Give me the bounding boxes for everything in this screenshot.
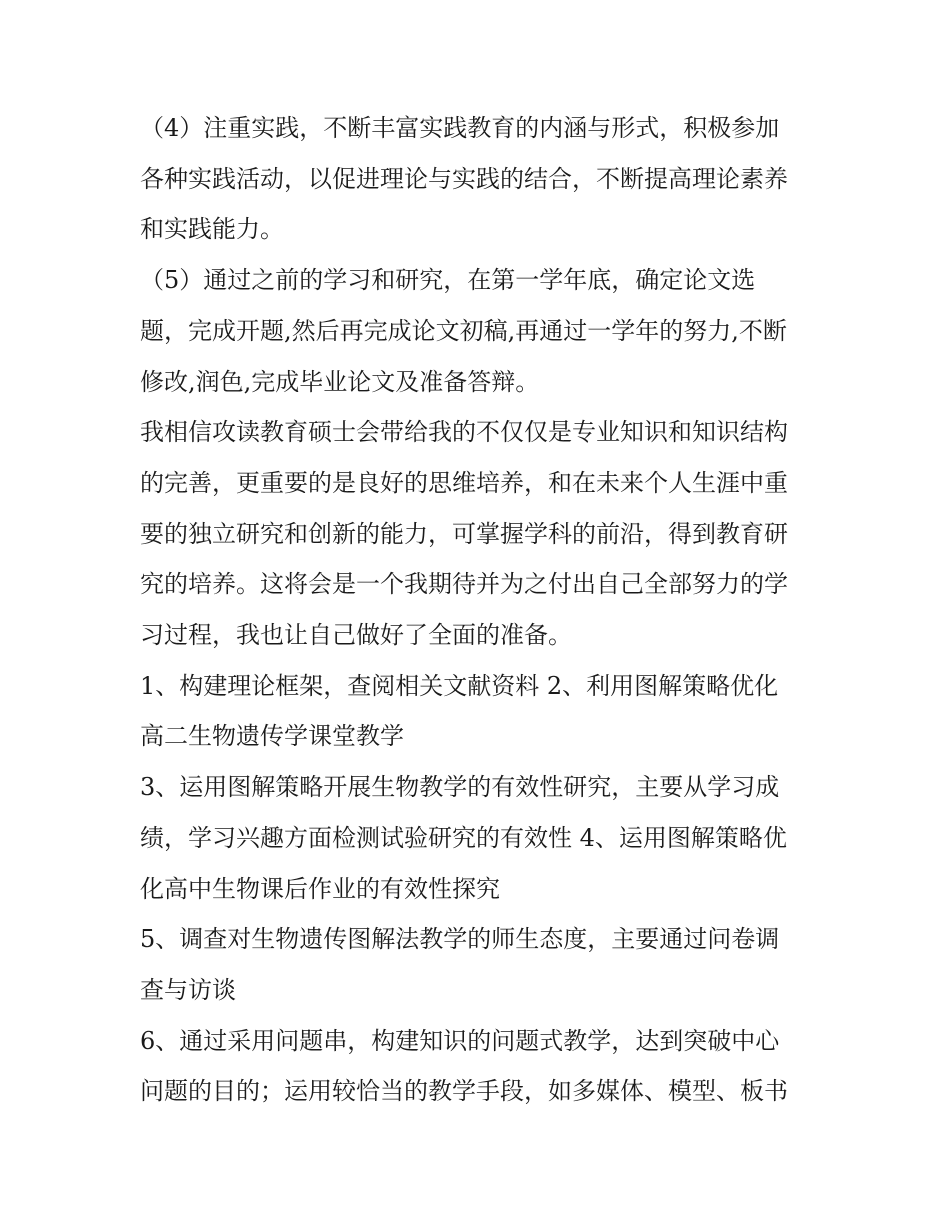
text-line: 查与访谈: [140, 975, 236, 1004]
text-line: 究的培养。这将会是一个我期待并为之付出自己全部努力的学: [140, 570, 788, 599]
text-line: 各种实践活动，以促进理论与实践的结合，不断提高理论素养: [140, 164, 788, 193]
text-line: 要的独立研究和创新的能力，可掌握学科的前沿，得到教育研: [140, 519, 788, 548]
text-line: 1、构建理论框架，查阅相关文献资料 2、利用图解策略优化: [140, 671, 779, 700]
text-line: 绩，学习兴趣方面检测试验研究的有效性 4、运用图解策略优: [140, 823, 787, 852]
text-line: 问题的目的；运用较恰当的教学手段，如多媒体、模型、板书: [140, 1077, 788, 1106]
text-line: 3、运用图解策略开展生物教学的有效性研究，主要从学习成: [140, 773, 780, 802]
text-line: （4）注重实践，不断丰富实践教育的内涵与形式，积极参加: [140, 114, 780, 142]
text-line: 化高中生物课后作业的有效性探究: [140, 874, 500, 903]
text-line: （5）通过之前的学习和研究，在第一学年底，确定论文选: [140, 266, 756, 295]
text-line: 高二生物遗传学课堂教学: [140, 722, 404, 751]
text-line: 的完善，更重要的是良好的思维培养，和在未来个人生涯中重: [140, 468, 788, 497]
text-line: 修改,润色,完成毕业论文及准备答辩。: [140, 367, 540, 396]
text-line: 我相信攻读教育硕士会带给我的不仅仅是专业知识和知识结构: [140, 418, 788, 447]
text-line: 题，完成开题,然后再完成论文初稿,再通过一学年的努力,不断: [140, 316, 787, 345]
text-line: 5、调查对生物遗传图解法教学的师生态度，主要通过问卷调: [140, 925, 780, 954]
text-line: 习过程，我也让自己做好了全面的准备。: [140, 621, 572, 650]
text-line: 6、通过采用问题串，构建知识的问题式教学，达到突破中心: [140, 1026, 780, 1055]
text-line: 和实践能力。: [140, 215, 284, 244]
